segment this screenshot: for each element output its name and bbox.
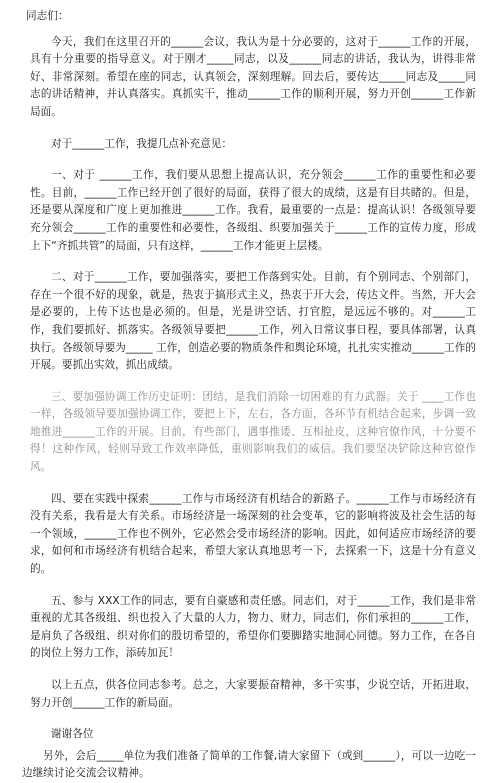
point-five-paragraph: 五、参与 XXX工作的同志，要有自豪感和责任感。同志们，对于______工作，我们是非常重视的尤其各级组、织也投入了大量的人力，物力、财力，同志们，你们承担的______工作，是肩负了各级组、织对你们的殷切希望的，希望你们要脚踏实地洞心同德。努力工作，在各自的岗位上努力工作，添砖加瓦！: [30, 594, 476, 660]
point-three-paragraph: 三、要加强协调工作历史证明：团结，是我们消除一切困难的有力武器。关于 ____工作也一样，各级领导要加强协调工作，要把上下，左右，各方面，各环节有机结合起来，步调一致地推进______工作的开展。目前，有些部门，遇事推诿、互相扯皮，这种官僚作风，十分要不得！这种作风，轻则导致工作效率降低，重则影响我们的威信。我们要坚决铲除这种官僚作风。: [30, 390, 476, 474]
closing-thanks: 谢谢各位: [51, 728, 94, 741]
point-four-paragraph: 四、要在实践中探索______工作与市场经济有机结合的新路子。______工作与市场经济有没有关系，我看是大有关系。市场经济是一场深刻的社会变革，它的影响将波及社会生活的每一个领域，______工作也不例外，它必然会受市场经济的影响。因此，如何适应市场经济的要求，如何和市场经济有机结合起来，希望大家认真地思考一下，去探索一下，这是十分有意义的。: [30, 492, 476, 576]
point-two-paragraph: 二、对于______工作，要加强落实，要把工作落到实处。目前，有个别同志、个别部门，存在一个很不好的现象，就是，热衷于搞形式主义，热衷于开大会，传达文件。当然，开大会是必要的，上传下达也是必须的。但是，光是讲空话、打官腔，是远远不够的。对______工作，我们要抓好、抓落实。各级领导要把______工作，列入日常议事日程，要具体部署，认真执行。各级领导要为_____ 工作，创造必要的物质条件和舆论环境，扎扎实实推动______工作的开展。要抓出实效，抓出成绩。: [30, 271, 476, 372]
point-one-paragraph: 一、对于 ______工作，我们要从思想上提高认识，充分领会______工作的重要性和必要性。目前，______工作已经开创了很好的局面，获得了很大的成绩，这是有目共睹的。但是，还是要从深度和广度上更加推进______工作。我看，最重要的一点是：提高认识！各级领导要充分领会______工作的重要性和必要性，各级组、织要加强关于______工作的宣传力度，形成上下“齐抓共管”的局面，只有这样，______工作才能更上层楼。: [30, 169, 476, 252]
supplement-heading: 对于______工作，我提几点补充意见：: [51, 137, 233, 150]
summary-paragraph: 以上五点，供各位同志参考。总之，大家要振奋精神，多干实事，少说空话，开拓进取，努力开创______工作的新局面。: [30, 679, 476, 709]
opening-paragraph: 今天，我们在这里召开的______会议，我认为是十分必要的，这对于______工作的开展，具有十分重要的指导意义。对于刚才_____同志，以及______同志的讲话，我认为，讲得非常好、非常深刻。希望在座的同志，认真领会，深刻理解。回去后，要传达_____同志及_____同志的讲话精神，并认真落实。真抓实干，推动______工作的顺利开展，努力开创______工作新局面。: [30, 35, 476, 118]
salutation: 同志们：: [26, 10, 69, 22]
final-paragraph: 另外，会后_____单位为我们准备了简单的工作餐,请大家留下（或到______），可以一边吃一边继续讨论交流会议精神。: [22, 749, 476, 780]
